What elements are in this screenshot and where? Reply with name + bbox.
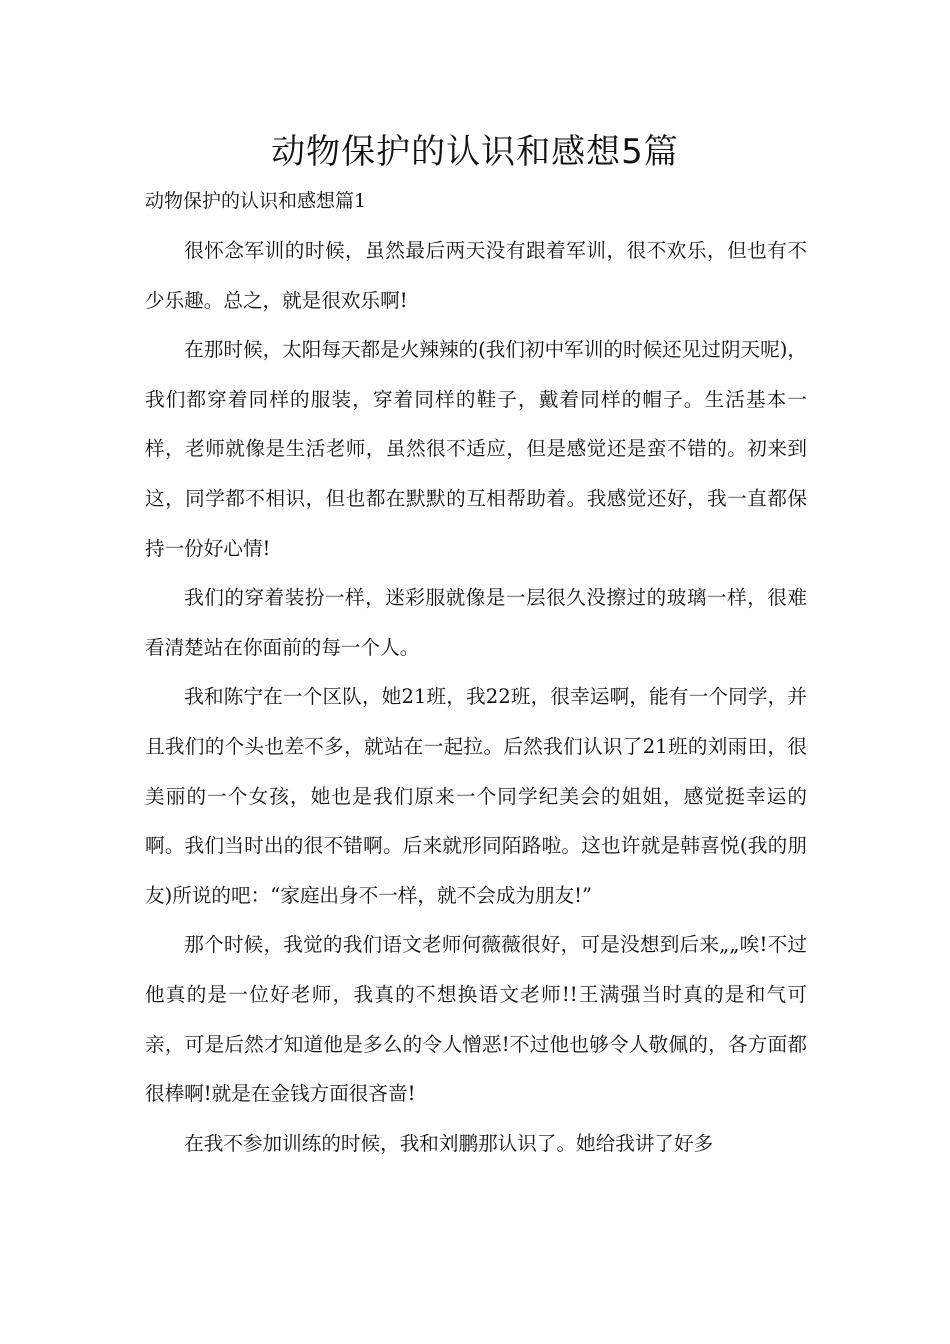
document-body bbox=[145, 226, 807, 1168]
paragraph: 很怀念军训的时候，虽然最后两天没有跟着军训，很不欢乐，但也有不少乐趣。总之，就是很欢乐啊! bbox=[145, 239, 807, 312]
paragraph: 那个时候，我觉的我们语文老师何薇薇很好，可是没想到后来„„唉!不过他真的是一位好老师，我真的不想换语文老师!!王满强当时真的是和气可亲，可是后然才知道他是多么的令人憎恶!不过他也够令人敬佩的，各方面都很棒啊!就是在金钱方面很吝啬! bbox=[145, 933, 807, 1106]
paragraph: 在那时候，太阳每天都是火辣辣的(我们初中军训的时候还见过阴天呢)，我们都穿着同样的服装，穿着同样的鞋子，戴着同样的帽子。生活基本一样，老师就像是生活老师，虽然很不适应，但是感觉还是蛮不错的。初来到这，同学都不相识，但也都在默默的互相帮助着。我感觉还好，我一直都保持一份好心情! bbox=[145, 338, 807, 560]
section-heading: 动物保护的认识和感想篇1 bbox=[145, 190, 367, 212]
paragraph: 我和陈宁在一个区队，她21班，我22班，很幸运啊，能有一个同学，并且我们的个头也差不多，就站在一起拉。后然我们认识了21班的刘雨田，很美丽的一个女孩，她也是我们原来一个同学纪美会的姐姐，感觉挺幸运的啊。我们当时出的很不错啊。后来就形同陌路啦。这也许就是韩喜悦(我的朋友)所说的吧：“家庭出身不一样，就不会成为朋友!” bbox=[145, 685, 807, 907]
paragraph: 我们的穿着装扮一样，迷彩服就像是一层很久没擦过的玻璃一样，很难看清楚站在你面前的每一个人。 bbox=[145, 586, 807, 659]
document-title: 动物保护的认识和感想5篇 bbox=[271, 132, 679, 172]
paragraph: 在我不参加训练的时候，我和刘鹏那认识了。她给我讲了好多 bbox=[184, 1131, 714, 1155]
